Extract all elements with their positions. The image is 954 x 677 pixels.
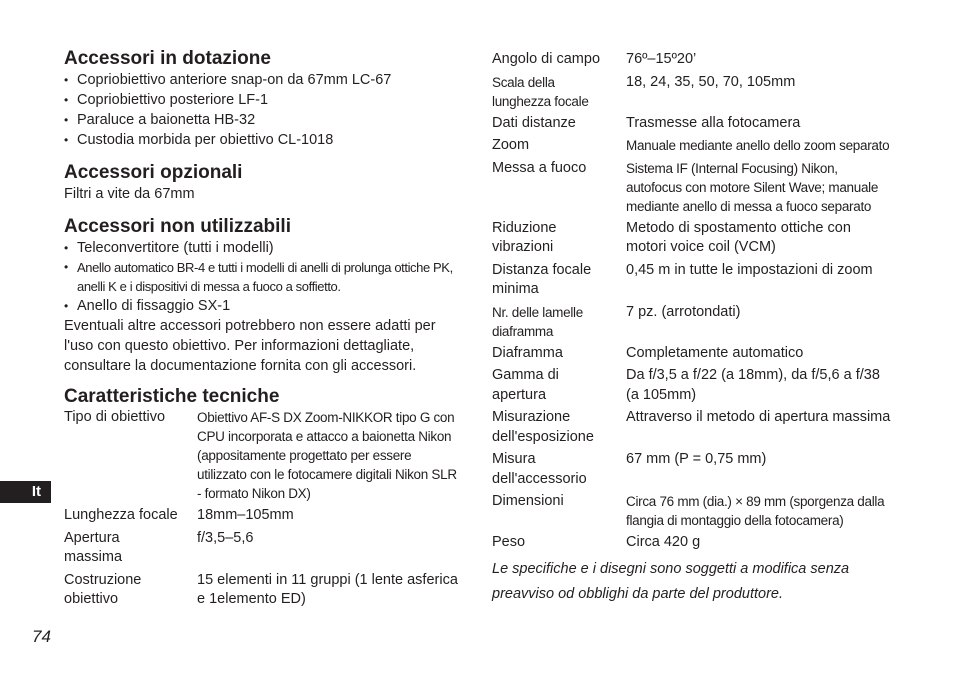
spec-row (492, 366, 892, 405)
spec-row (492, 303, 892, 341)
spec-value: Circa 420 g (626, 534, 701, 550)
spec-value: Manuale mediante anello dello zoom separato (626, 138, 890, 153)
spec-key: Diaframma (492, 344, 563, 361)
optional-accessories-text: Filtri a vite da 67mm (64, 186, 195, 202)
spec-value: 7 pz. (arrotondati) (626, 303, 741, 320)
right-column (492, 50, 892, 621)
spec-value: 18mm–105mm (197, 507, 294, 523)
spec-row (492, 114, 892, 134)
spec-table-right (492, 50, 892, 553)
spec-row (492, 73, 892, 111)
spec-value: Attraverso il metodo di apertura massima (626, 409, 891, 425)
page-number: 74 (32, 627, 51, 646)
spec-key: Apertura massima (64, 529, 123, 565)
spec-value: Completamente automatico (626, 344, 804, 361)
spec-row (492, 261, 892, 300)
spec-row (64, 571, 464, 610)
list-item: • Anello automatico BR-4 e tutti i modelli di anelli di prolunga ottiche PK, anelli K e i dispositivi di messa a fuoco a soffietto. (64, 258, 464, 296)
spec-key: Zoom (492, 137, 530, 153)
spec-table-left (64, 408, 464, 610)
spec-value: f/3,5–5,6 (197, 529, 254, 546)
spec-row (492, 492, 892, 530)
spec-value: Obiettivo AF-S DX Zoom-NIKKOR tipo G con CPU incorporata e attacco a baionetta Nikon (appositamente progettato per essere utilizzato con le fotocamere digitali Nikon SLR - formato Nikon DX) (197, 410, 457, 501)
spec-key: Scala della lunghezza focale (492, 74, 589, 109)
spec-key: Misurazione dell'esposizione (492, 409, 594, 445)
supplied-accessories-list (64, 70, 464, 150)
spec-key: Riduzione vibrazioni (492, 219, 557, 255)
list-item: • Copriobiettivo posteriore LF-1 (64, 90, 464, 110)
spec-key: Distanza focale minima (492, 261, 592, 297)
supplied-accessories-heading: Accessori in dotazione (64, 48, 271, 69)
incompatible-accessories-heading: Accessori non utilizzabili (64, 216, 291, 237)
optional-accessories-heading: Accessori opzionali (64, 162, 243, 183)
spec-value: Da f/3,5 a f/22 (a 18mm), da f/5,6 a f/38 (a 105mm) (626, 367, 880, 403)
spec-key: Lunghezza focale (64, 507, 178, 523)
incompatible-accessories-list (64, 238, 464, 316)
spec-row (492, 219, 892, 258)
specs-heading: Caratteristiche tecniche (64, 386, 280, 407)
disclaimer-note: Le specifiche e i disegni sono soggetti a modifica senza preavviso od obblighi da parte del produttore. (492, 560, 850, 602)
spec-key: Tipo di obiettivo (64, 409, 166, 425)
left-column (64, 48, 464, 613)
list-item: • Teleconvertitore (tutti i modelli) (64, 238, 464, 258)
spec-value: Circa 76 mm (dia.) × 89 mm (sporgenza dalla flangia di montaggio della fotocamera) (626, 494, 885, 528)
spec-value: 76º–15º20’ (626, 51, 697, 67)
spec-row (492, 408, 892, 447)
spec-row (492, 50, 892, 70)
spec-row (492, 159, 892, 216)
spec-row (492, 533, 892, 553)
spec-key: Costruzione obiettivo (64, 571, 142, 607)
spec-key: Dimensioni (492, 493, 564, 509)
spec-row (64, 529, 464, 568)
spec-value: Metodo di spostamento ottiche con motori voice coil (VCM) (626, 219, 851, 255)
list-item: • Copriobiettivo anteriore snap-on da 67mm LC-67 (64, 70, 464, 90)
language-tab: It (0, 481, 51, 503)
spec-row (492, 450, 892, 489)
list-item: • Anello di fissaggio SX-1 (64, 296, 464, 316)
spec-value: 0,45 m in tutte le impostazioni di zoom (626, 261, 873, 278)
spec-value: Trasmesse alla fotocamera (626, 114, 801, 131)
list-item: • Paraluce a baionetta HB-32 (64, 110, 464, 130)
spec-key: Messa a fuoco (492, 159, 587, 176)
spec-key: Gamma di apertura (492, 367, 559, 403)
spec-row (64, 408, 464, 503)
spec-key: Peso (492, 534, 526, 550)
spec-value: Sistema IF (Internal Focusing) Nikon, autofocus con motore Silent Wave; manuale mediante anello di messa a fuoco separato (626, 160, 879, 214)
spec-row (492, 344, 892, 364)
spec-key: Angolo di campo (492, 51, 601, 67)
incompatible-accessories-note: Eventuali altre accessori potrebbero non essere adatti per l'uso con questo obiettivo. Per informazioni dettagliate, consultare la documentazione fornita con gli accessori. (64, 318, 436, 374)
spec-value: 67 mm (P = 0,75 mm) (626, 451, 767, 467)
list-item: • Custodia morbida per obiettivo CL-1018 (64, 130, 464, 150)
spec-value: 18, 24, 35, 50, 70, 105mm (626, 73, 796, 90)
spec-key: Misura dell'accessorio (492, 451, 587, 487)
spec-key: Dati distanze (492, 114, 576, 131)
spec-value: 15 elementi in 11 gruppi (1 lente asferica e 1elemento ED) (197, 571, 458, 607)
spec-row (64, 506, 464, 526)
spec-row (492, 136, 892, 156)
spec-key: Nr. delle lamelle diaframma (492, 304, 583, 339)
